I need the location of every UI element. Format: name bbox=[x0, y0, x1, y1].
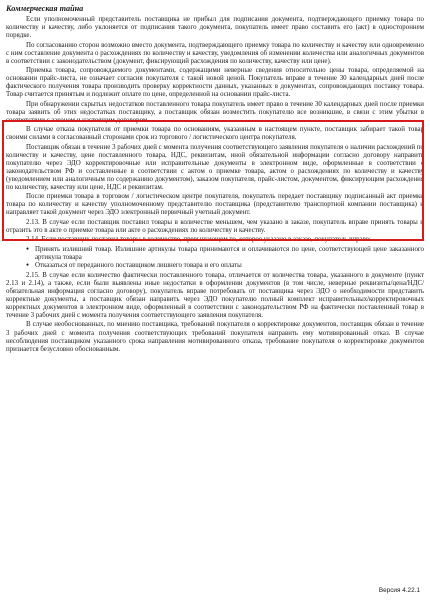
paragraph: 2.15. В случае если количество фактически поставленного товара, отличается от количества товара, указанного в документе (пункт 2.13 и 2.14), а также, если были выявлены иные недостатки в оформлении документов (в том числе, неверные реквизиты/цена/НДС/обязательная информация согласно договору), покупатель вправе потребовать от поставщика через ЭДО о необходимости представить корректные документы, а поставщик обязан направить через ЭДО покупателю полный комплект исправительных/корректировочных корректных документов в электронном виде, оформленный в соответствии с законодательством РФ на фактически поставленный товар в течение 3 рабочих дней с момента получения соответствующего заявления покупателя. bbox=[6, 271, 424, 320]
paragraph: Поставщик обязан в течение 3 рабочих дней с момента получения соответствующего заявления покупателя о наличии расхождений по количеству и качеству, цене поставленного товара, НДС, реквизитам, иной обязательной информации согласно договору направить покупателю через ЭДО корректировочные или исправительные документы в электронном виде, оформленные в соответствии с законодательством РФ и составленные в соответствии с актом о приемке товара, актом о расхождениях по количеству и качеству (уведомлением или аналогичным по содержанию документом), заказом покупателя, прайс-листом, документом, фиксирующим расхождения по количеству, качеству или цене, НДС и реквизитам. bbox=[6, 143, 424, 191]
list-item: ● Принять излишний товар. Излишние артикулы товара принимаются и оплачиваются по цене, соответствующей цене заказанного артикула товара bbox=[26, 246, 424, 262]
paragraph: При обнаружении скрытых недостатков поставленного товара покупатель имеет право в течение 30 календарных дней после приемки товара заявить об этих недостатках поставщику, а поставщик обязан возместить покупателю все возникшие, в связи с этим убытки в соответствии с законом и настоящим договором. bbox=[6, 100, 424, 124]
highlight-box bbox=[2, 120, 424, 241]
paragraph: В случае необоснованных, по мнению поставщика, требований покупателя о корректировке документов, поставщик обязан в течение 3 рабочих дней с момента получения соответствующих требований покупателя направить ему мотивированный отказ. В случае несоблюдения поставщиком указанного срока направления мотивированного отказа, требование покупателя о корректировке документов признается безусловно обоснованным. bbox=[6, 321, 424, 353]
version-label: Версия 4.22.1 bbox=[378, 587, 420, 594]
option-list bbox=[6, 246, 424, 271]
paragraph: По согласованию сторон возможно вместо документа, подтверждающего приемку товара по количеству и качеству или одновременно с ним составление документа о расхождениях по количеству и качеству, уведомления об изменении количества или аналогичных документов в соответствии с законодательством (документ, фиксирующий расхождения по количеству, качеству или цене). bbox=[6, 41, 424, 65]
confidential-header: Коммерческая тайна bbox=[6, 4, 84, 13]
paragraph: 2.13. В случае если поставщик поставил товары в количестве меньшем, чем указано в заказе, покупатель вправе принять товары и отразить это в акте о приемке товара или акте о расхождениях по количеству и качеству. bbox=[6, 218, 424, 234]
list-item: ● Отказаться от переданного поставщиком лишнего товара и его оплаты bbox=[26, 262, 424, 270]
paragraph: Если уполномоченный представитель поставщика не прибыл для подписания документа, подтверждающего приемку товара по количеству и качеству, либо уклоняется от подписания такого документа, покупатель имеет право составить его (акт) в одностороннем порядке. bbox=[6, 16, 424, 40]
paragraph: В случае отказа покупателя от приемки товара по основаниям, указанным в настоящем пункте, поставщик забирает такой товар своими силами в согласованный сторонами срок из торгового / логистического центра покупателя. bbox=[6, 126, 424, 142]
paragraph: Приемка товара, сопровождаемого документами, содержащими неверные сведения относительно цены товара, определяемой на основании прайс-листа, не означает согласия покупателя с такой новой ценой. Покупатель вправе в течение 30 календарных дней после фактического получения товара производить проверку корректности данных, указанных в документах, сопровождающих поставку товара. Товар считается принятым и подлежит оплате по цене, определенной на основании прайс-листа. bbox=[6, 67, 424, 99]
paragraph: 2.14. Если поставщик поставил товары в количестве, превышающем то, которое указано в заказе, покупатель вправе: bbox=[26, 236, 371, 244]
paragraph: После приемки товара в торговом / логистическом центре покупателя, покупатель передает поставщику подписанный акт приемки товара по количеству и качеству уполномоченному представителю поставщика (представителю транспортной компании поставщика) и направляет такой документ через ЭДО электронный первичный учетный документ. bbox=[6, 193, 424, 217]
